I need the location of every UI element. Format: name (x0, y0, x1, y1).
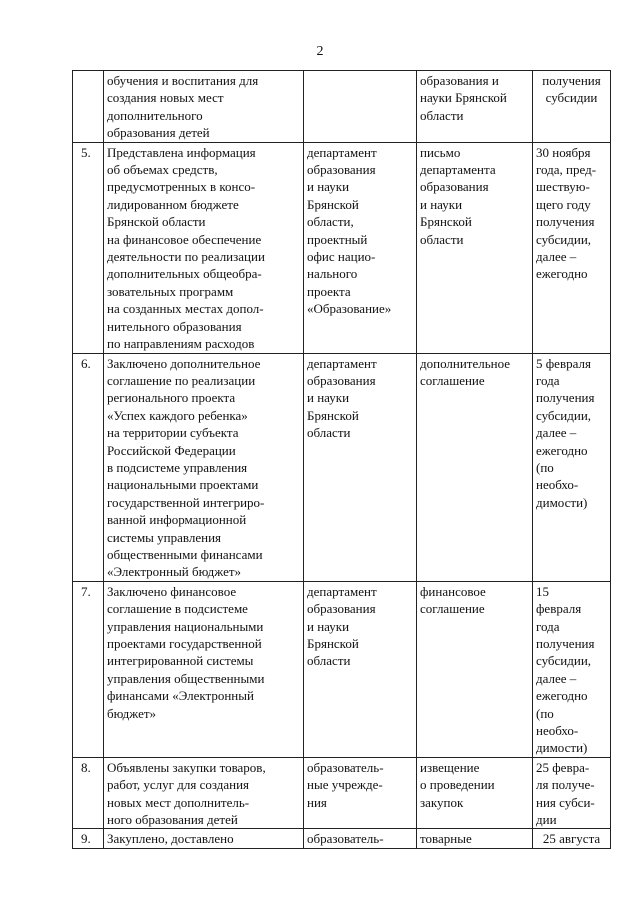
action-cell: Представлена информация об объемах средств, предусмотренных в консо- лидированном бюджете Брянской области на финансовое обеспечение деятельности по реализации дополнительных общеобра- зовательных программ на созданных местах допол- нительного образования по направлениям расходов (104, 142, 304, 353)
document-cell: дополнительное соглашение (417, 353, 533, 581)
row-number: 5. (73, 142, 104, 353)
table-row (73, 142, 611, 353)
deadline-cell: получения субсидии (533, 71, 611, 143)
action-cell: Объявлены закупки товаров, работ, услуг для создания новых мест дополнитель- ного образования детей (104, 757, 304, 829)
table-row (73, 581, 611, 757)
table-row (73, 71, 611, 143)
responsible-cell: образователь- ные учрежде- ния (304, 757, 417, 829)
deadline-cell: 25 февра- ля получе- ния субси- дии (533, 757, 611, 829)
action-cell: Заключено финансовое соглашение в подсистеме управления национальными проектами государственной интегрированной системы управления общественными финансами «Электронный бюджет» (104, 581, 304, 757)
document-cell: товарные (417, 829, 533, 848)
action-cell: Заключено дополнительное соглашение по реализации регионального проекта «Успех каждого ребенка» на территории субъекта Российской Федерации в подсистеме управления национальными проектами государственной интегриро- ванной информационной системы управления общественными финансами «Электронный бюджет» (104, 353, 304, 581)
action-cell: Закуплено, доставлено (104, 829, 304, 848)
table-row (73, 757, 611, 829)
document-cell: письмо департамента образования и науки Брянской области (417, 142, 533, 353)
document-cell: образования и науки Брянской области (417, 71, 533, 143)
responsible-cell: образователь- (304, 829, 417, 848)
deadline-cell: 15 февраля года получения субсидии, далее – ежегодно (по необхо- димости) (533, 581, 611, 757)
deadline-cell: 30 ноября года, пред- шествую- щего году получения субсидии, далее – ежегодно (533, 142, 611, 353)
row-number: 9. (73, 829, 104, 848)
table-row (73, 353, 611, 581)
responsible-cell (304, 71, 417, 143)
responsible-cell: департамент образования и науки Брянской области, проектный офис нацио- нального проекта «Образование» (304, 142, 417, 353)
row-number (73, 71, 104, 143)
action-cell: обучения и воспитания для создания новых мест дополнительного образования детей (104, 71, 304, 143)
row-number: 8. (73, 757, 104, 829)
responsible-cell: департамент образования и науки Брянской области (304, 581, 417, 757)
plan-table (72, 70, 611, 849)
page-number: 2 (316, 44, 324, 59)
responsible-cell: департамент образования и науки Брянской области (304, 353, 417, 581)
row-number: 7. (73, 581, 104, 757)
row-number: 6. (73, 353, 104, 581)
document-cell: финансовое соглашение (417, 581, 533, 757)
table-row (73, 829, 611, 848)
document-cell: извещение о проведении закупок (417, 757, 533, 829)
deadline-cell: 5 февраля года получения субсидии, далее – ежегодно (по необхо- димости) (533, 353, 611, 581)
deadline-cell: 25 августа (533, 829, 611, 848)
